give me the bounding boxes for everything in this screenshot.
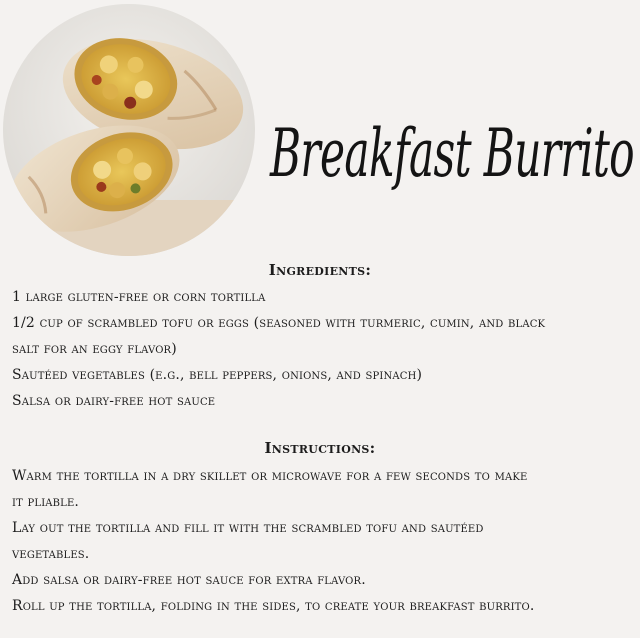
ingredients-heading-text: Ingredients [268, 261, 366, 279]
instructions-list [12, 463, 622, 619]
ingredients-heading [0, 261, 640, 279]
ingredients-list [12, 284, 622, 414]
recipe-title [262, 92, 640, 222]
instructions-heading-text: Instructions [264, 439, 370, 457]
breakfast-burrito-photo [3, 4, 255, 256]
instruction-line: Add salsa or dairy-free hot sauce for extra flavor. [12, 572, 366, 588]
ingredients-heading-colon: : [365, 261, 372, 279]
instructions-heading-colon: : [369, 439, 376, 457]
instruction-line: Roll up the tortilla, folding in the sides, to create your breakfast burrito. [12, 598, 535, 614]
instruction-line: Lay out the tortilla and fill it with the scrambled tofu and sautéed [12, 520, 484, 536]
instruction-line: it pliable. [12, 494, 80, 510]
recipe-title-text: Breakfast Burrito [269, 115, 634, 192]
ingredient-line: salt for an eggy flavor) [12, 341, 177, 357]
ingredient-line: Sautéed vegetables (e.g., bell peppers, onions, and spinach) [12, 367, 423, 383]
instruction-line: vegetables. [12, 546, 90, 562]
instructions-heading [0, 439, 640, 457]
ingredient-line: Salsa or dairy-free hot sauce [12, 393, 216, 409]
ingredient-line: 1 large gluten-free or corn tortilla [12, 289, 266, 305]
ingredient-line: 1/2 cup of scrambled tofu or eggs (seasoned with turmeric, cumin, and black [12, 315, 546, 331]
instruction-line: Warm the tortilla in a dry skillet or microwave for a few seconds to make [12, 468, 528, 484]
